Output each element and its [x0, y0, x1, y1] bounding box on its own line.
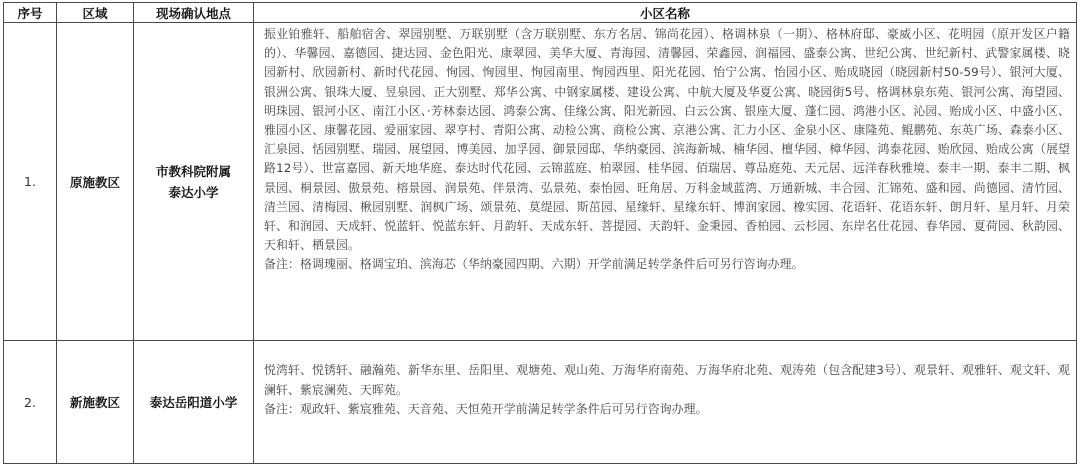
- row-index: 2.: [4, 341, 57, 464]
- header-communities: 小区名称: [254, 3, 1077, 23]
- table-row: [4, 341, 1077, 464]
- table-row: [4, 23, 1077, 341]
- row-site: [134, 23, 254, 341]
- row-note: 备注：观政轩、紫宸雅苑、天音苑、天恒苑开学前满足转学条件后可另行咨询办理。: [264, 402, 708, 417]
- row-area: 新施教区: [57, 341, 134, 464]
- header-area: 区域: [57, 3, 134, 23]
- community-list: 振业铂雅轩、船舶宿舍、翠园别墅、万联别墅（含万联别墅、东方名居、锦尚花园）、格调林泉（一期）、格林府邸、豪威小区、花明园（原开发区户籍的）、华馨园、嘉德园、捷达园、金色阳光、康翠园、美华大厦、青海园、清馨园、荣鑫园、润福园、盛泰公寓、世纪公寓、世纪新村、武警家属楼、晓园新村、欣园新村、新时代花园、恂园、恂园里、恂园南里、恂园西里、阳光花园、怡宁公寓、怡园小区、贻成晓园（晓园新村50-59号）、银河大厦、银洲公寓、银珠大厦、昱泉园、正大别墅、郑华公寓、中钢家属楼、建设公寓、中航大厦及华夏公寓、晓园街5号、格调林泉东苑、银河公寓、海望园、明珠园、银河小区、南江小区、·芳林泰达园、鸿泰公寓、佳缘公寓、阳光新园、白云公寓、银座大厦、蓬仁园、鸿港小区、沁园、贻成小区、中盛小区、雅园小区、康馨花园、爱丽家园、翠亨村、青阳公寓、动检公寓、商检公寓、京港公寓、汇力小区、金泉小区、康隆苑、鲲鹏苑、东英广场、森泰小区、汇泉园、恬园别墅、瑞园、展望园、博美园、加孚园、御景园邸、华纳豪园、滨海新城、楠华园、檀华园、樟华园、鸿泰花园、贻欣园、贻成公寓（展望路12号）、世富嘉园、新天地华庭、泰达时代花园、云锦蓝庭、柏翠园、桂华园、佰瑞居、尊品庭苑、天元居、远洋春秋雅境、泰丰一期、泰丰二期、枫景园、桐景园、傲景苑、榕景园、润景苑、伴景湾、弘景苑、泰怡园、旺角居、万科金域蓝湾、万通新城、丰合园、汇锦苑、盛和园、尚德园、清竹园、清兰园、清梅园、楸园别墅、润枫广场、颂景苑、莫缇园、斯茁园、星缘轩、星缘东轩、博润家园、橡实园、花语轩、花语东轩、朗月轩、星月轩、月荣轩、和润园、天成轩、悦蓝轩、悦蓝东轩、月韵轩、天成东轩、菩提园、天韵轩、金秉园、香柏园、云杉园、东岸名仕花园、春华园、夏荷园、秋韵园、天和轩、栖景园。: [264, 27, 1070, 253]
- header-index: 序号: [4, 3, 57, 23]
- row-index: 1.: [4, 23, 57, 341]
- school-district-table: [3, 2, 1077, 464]
- community-list: 悦湾轩、悦锈轩、融瀚苑、新华东里、岳阳里、观塘苑、观山苑、万海华府南苑、万海华府北苑、观涛苑（包含配建3号）、观景轩、观雅轩、观文轩、观澜轩、紫宸澜苑、天晖苑。: [264, 363, 1070, 397]
- header-site: 现场确认地点: [134, 3, 254, 23]
- row-communities: [254, 23, 1077, 341]
- row-communities: [254, 341, 1077, 464]
- row-site: 泰达岳阳道小学: [134, 341, 254, 464]
- row-site-line2: 泰达小学: [168, 184, 219, 200]
- header-row: [4, 3, 1077, 23]
- row-area: 原施教区: [57, 23, 134, 341]
- row-site-line1: 市教科院附属: [155, 163, 231, 179]
- row-note: 备注：格调瑰丽、格调宝珀、滨海芯（华纳豪园四期、六期）开学前满足转学条件后可另行咨询办理。: [264, 257, 804, 272]
